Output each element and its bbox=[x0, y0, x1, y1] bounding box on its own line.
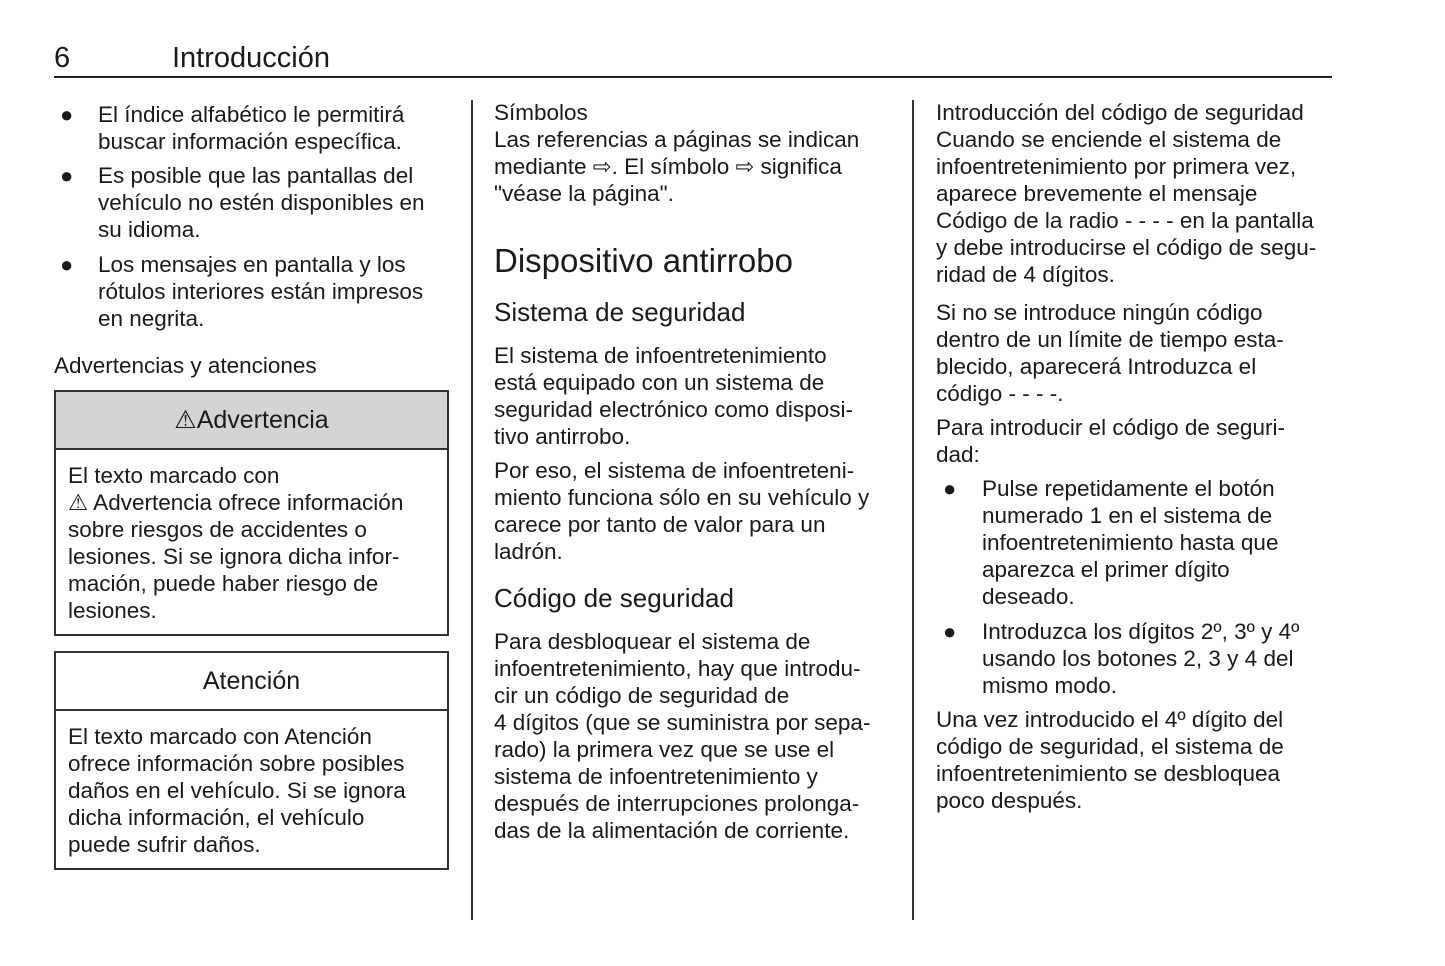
subsection-heading: Código de seguridad bbox=[494, 583, 734, 613]
bullet-text: Pulse repetidamente el botón numerado 1 en el sistema de infoentretenimiento hasta que aparezca el primer dígito deseado. bbox=[982, 476, 1279, 609]
bullet-text: Es posible que las pantallas del vehículo no estén disponibles en su idioma. bbox=[98, 163, 425, 242]
page-number: 6 bbox=[54, 42, 71, 74]
bullet-text: Introduzca los dígitos 2º, 3º y 4º usando los botones 2, 3 y 4 del mismo modo. bbox=[982, 619, 1300, 698]
column-divider bbox=[471, 100, 473, 920]
paragraph: El sistema de infoentretenimiento está equipado con un sistema de seguridad electrónico como disposi- tivo antirrobo. bbox=[494, 343, 853, 449]
subsection-heading: Sistema de seguridad bbox=[494, 297, 746, 327]
paragraph: Por eso, el sistema de infoentreteni- miento funciona sólo en su vehículo y carece por tanto de valor para un ladrón. bbox=[494, 458, 870, 564]
subheading: Advertencias y atenciones bbox=[54, 353, 317, 378]
paragraph: Para introducir el código de seguri- dad: bbox=[936, 415, 1285, 467]
warning-box bbox=[54, 390, 449, 636]
paragraph: Para desbloquear el sistema de infoentretenimiento, hay que introdu- cir un código de seguridad de 4 dígitos (que se suministra por sepa- rado) la primera vez que se use el sistema de infoentretenimiento y después de interrupciones prolonga- das de la alimentación de corriente. bbox=[494, 629, 871, 843]
caution-body: El texto marcado con Atención ofrece información sobre posibles daños en el vehículo. Si se ignora dicha información, el vehículo puede sufrir daños. bbox=[68, 724, 406, 857]
column-divider bbox=[912, 100, 914, 920]
warning-title: ⚠Advertencia bbox=[56, 392, 447, 450]
header-rule bbox=[54, 76, 1332, 78]
warning-body: El texto marcado con ⚠ Advertencia ofrece información sobre riesgos de accidentes o lesiones. Si se ignora dicha infor- mación, puede haber riesgo de lesiones. bbox=[68, 463, 404, 623]
bullet-icon: ● bbox=[60, 252, 74, 277]
paragraph: Si no se introduce ningún código dentro de un límite de tiempo esta- blecido, aparecerá Introduzca el código - - - -. bbox=[936, 300, 1284, 406]
symbols-paragraph: Símbolos Las referencias a páginas se indican mediante ⇨. El símbolo ⇨ significa "véase la página". bbox=[494, 100, 860, 206]
bullet-text: El índice alfabético le permitirá buscar información específica. bbox=[98, 102, 405, 154]
bullet-icon: ● bbox=[60, 102, 74, 127]
bullet-text: Los mensajes en pantalla y los rótulos interiores están impresos en negrita. bbox=[98, 252, 424, 331]
paragraph: Una vez introducido el 4º dígito del código de seguridad, el sistema de infoentretenimiento se desbloquea poco después. bbox=[936, 707, 1284, 813]
caution-box bbox=[54, 651, 449, 870]
bullet-icon: ● bbox=[943, 619, 957, 644]
caution-title: Atención bbox=[56, 653, 447, 711]
bullet-icon: ● bbox=[943, 476, 957, 501]
page-title: Introducción bbox=[172, 42, 330, 74]
bullet-icon: ● bbox=[60, 163, 74, 188]
paragraph: Introducción del código de seguridad Cuando se enciende el sistema de infoentretenimiento por primera vez, aparece brevemente el mensaje Código de la radio - - - - en la pantalla y debe introducirse el código de segu- ridad de 4 dígitos. bbox=[936, 100, 1317, 287]
section-heading: Dispositivo antirrobo bbox=[494, 242, 793, 279]
